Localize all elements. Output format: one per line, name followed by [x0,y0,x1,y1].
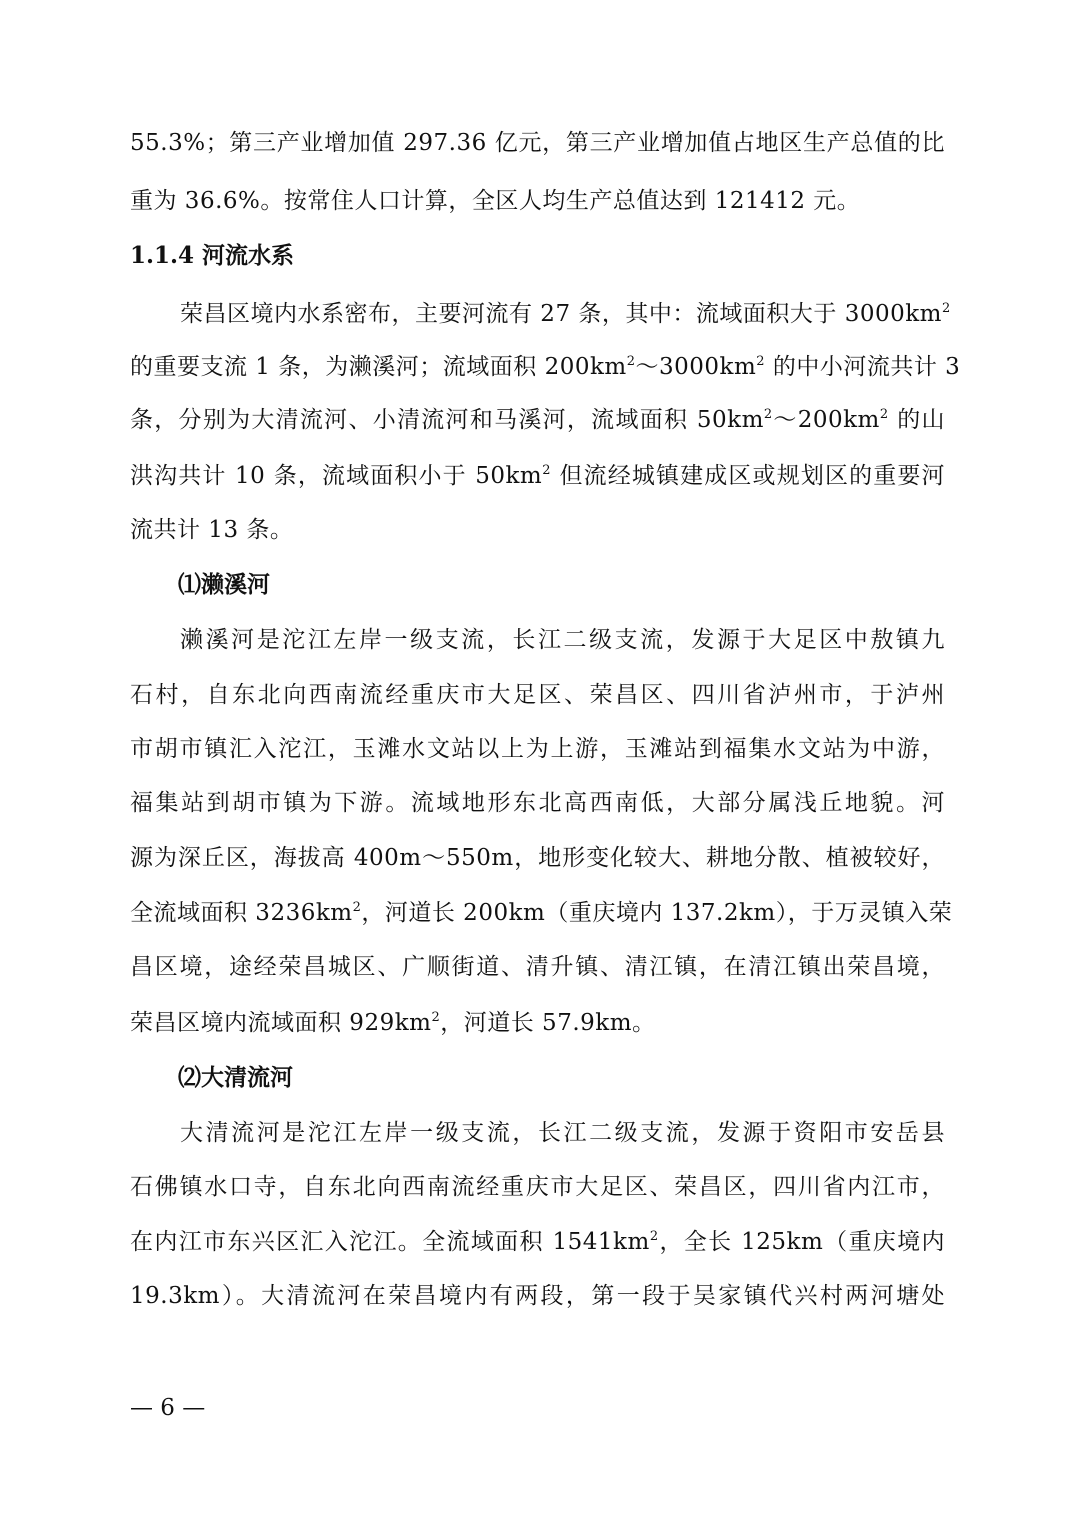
p1-line-1: 荣昌区境内水系密布，主要河流有 27 条，其中：流域面积大于 $3000km^2$ [180,301,951,327]
intro-line-2: 重为 36.6%。按常住人口计算，全区人均生产总值达到 121412 元。 [130,188,861,214]
section-heading: 1.1.4 河流水系 [130,242,295,269]
p1-line-3: 条，分别为大清流河、小清流河和马溪河，流域面积 $50km^2\sim 200km^2$ 的山 [130,407,945,433]
p1-line-2: 的重要支流 1 条，为濑溪河；流域面积 $200km^2\sim 3000km^2$ 的中小河流共计 3 [130,354,961,380]
sub1-line-1: 濑溪河是沱江左岸一级支流，长江二级支流，发源于大足区中敖镇九 [180,627,945,653]
sub2-line-1: 大清流河是沱江左岸一级支流，长江二级支流，发源于资阳市安岳县 [180,1120,945,1146]
subsection-heading-2: ⑵大清流河 [178,1064,293,1091]
p1-line-5: 流共计 13 条。 [130,517,294,543]
subsection-heading-1: ⑴濑溪河 [178,571,270,598]
sub1-line-3: 市胡市镇汇入沱江，玉滩水文站以上为上游，玉滩站到福集水文站为中游， [130,736,945,762]
sub1-line-4: 福集站到胡市镇为下游。流域地形东北高西南低，大部分属浅丘地貌。河 [130,790,945,816]
sub1-line-5: 源为深丘区，海拔高 400m～550m，地形变化较大、耕地分散、植被较好， [130,845,945,871]
page-number: — 6 — [130,1395,206,1421]
intro-line-1: 55.3%；第三产业增加值 297.36 亿元，第三产业增加值占地区生产总值的比 [130,130,945,156]
sub1-line-8: 荣昌区境内流域面积 $929km^2$，河道长 57.9km。 [130,1010,656,1036]
sub1-line-2: 石村，自东北向西南流经重庆市大足区、荣昌区、四川省泸州市，于泸州 [130,682,945,708]
sub1-line-7: 昌区境，途经荣昌城区、广顺街道、清升镇、清江镇，在清江镇出荣昌境， [130,954,945,980]
sub2-line-3: 在内江市东兴区汇入沱江。全流域面积 $1541km^2$，全长 125km（重庆境内 [130,1229,945,1255]
sub2-line-2: 石佛镇水口寺，自东北向西南流经重庆市大足区、荣昌区，四川省内江市， [130,1174,945,1200]
p1-line-4: 洪沟共计 10 条，流域面积小于 $50km^2$ 但流经城镇建成区或规划区的重要河 [130,463,946,489]
sub1-line-6: 全流域面积 $3236km^2$，河道长 200km（重庆境内 137.2km），于万灵镇入荣 [130,900,953,926]
sub2-line-4: 19.3km）。大清流河在荣昌境内有两段，第一段于吴家镇代兴村两河塘处 [130,1283,945,1309]
